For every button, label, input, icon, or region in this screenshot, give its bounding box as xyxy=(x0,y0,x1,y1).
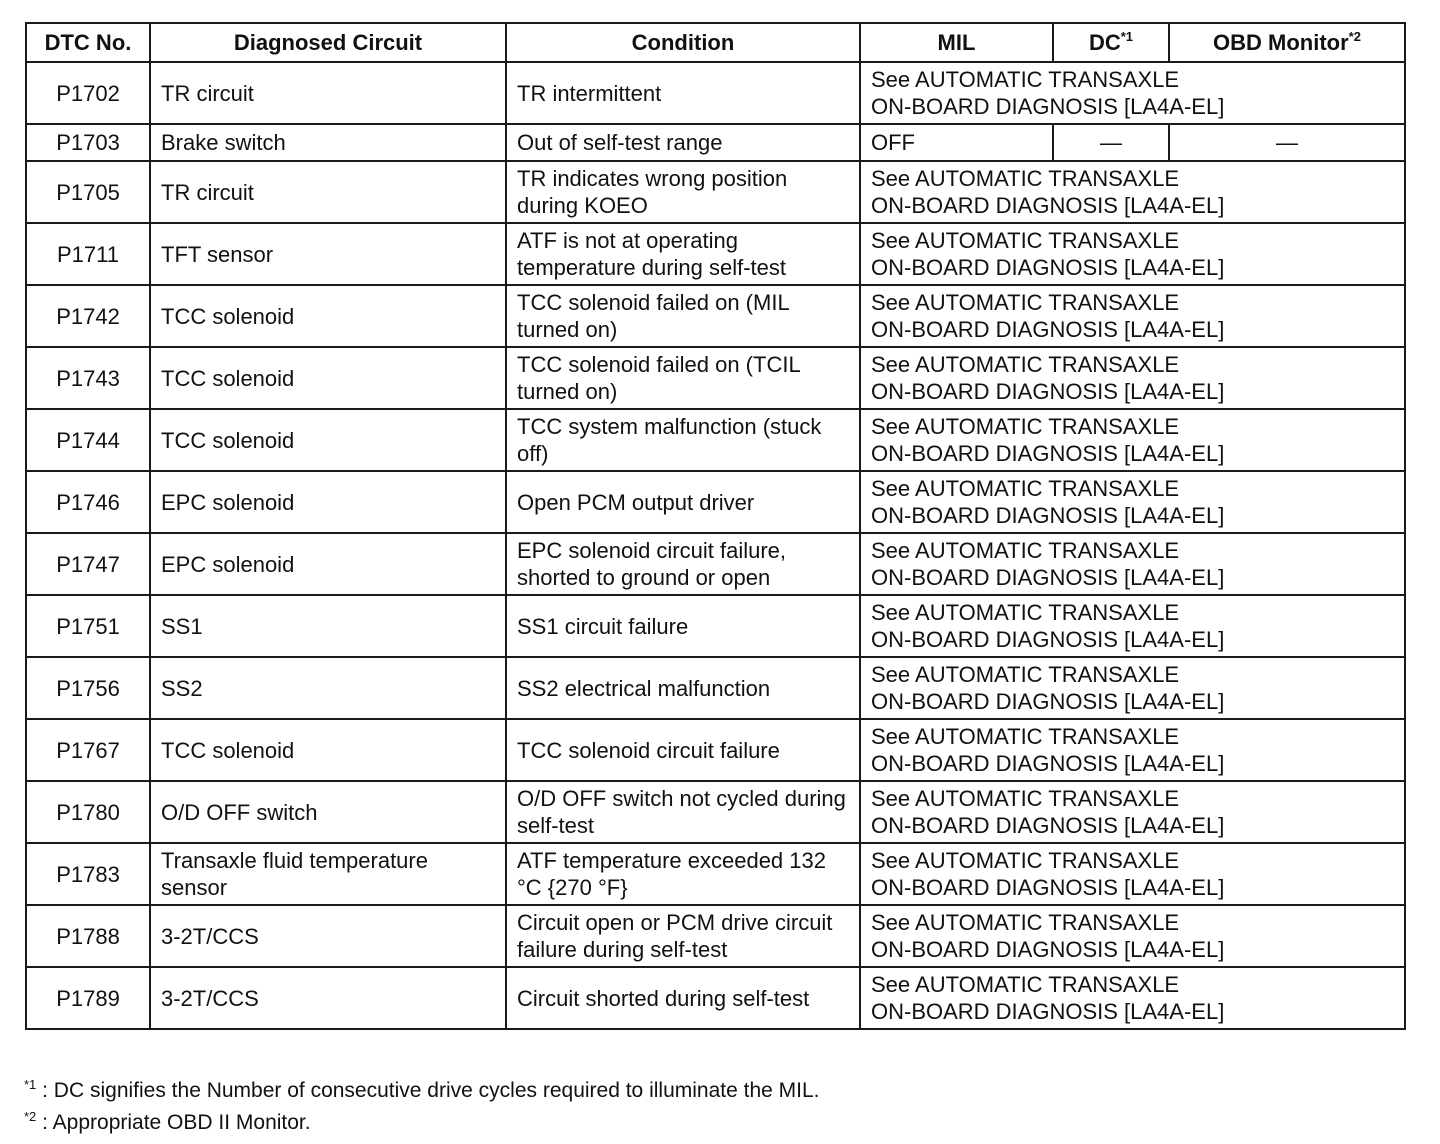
see-reference-line-2: ON-BOARD DIAGNOSIS [LA4A-EL] xyxy=(871,255,1225,280)
see-reference xyxy=(860,595,1405,657)
obd-monitor-value: — xyxy=(1169,124,1405,161)
see-reference-line-2: ON-BOARD DIAGNOSIS [LA4A-EL] xyxy=(871,565,1225,590)
table-row xyxy=(26,285,1405,347)
header-row xyxy=(26,23,1405,62)
header-dtc: DTC No. xyxy=(26,23,150,62)
see-reference-line-1: See AUTOMATIC TRANSAXLE xyxy=(871,910,1180,935)
see-reference xyxy=(860,347,1405,409)
see-reference-line-2: ON-BOARD DIAGNOSIS [LA4A-EL] xyxy=(871,937,1225,962)
see-reference-line-2: ON-BOARD DIAGNOSIS [LA4A-EL] xyxy=(871,193,1225,218)
see-reference-line-1: See AUTOMATIC TRANSAXLE xyxy=(871,538,1180,563)
see-reference-line-2: ON-BOARD DIAGNOSIS [LA4A-EL] xyxy=(871,379,1225,404)
footnotes xyxy=(24,1072,819,1136)
table-row xyxy=(26,719,1405,781)
see-reference-line-2: ON-BOARD DIAGNOSIS [LA4A-EL] xyxy=(871,875,1225,900)
see-reference-line-1: See AUTOMATIC TRANSAXLE xyxy=(871,724,1180,749)
see-reference-line-1: See AUTOMATIC TRANSAXLE xyxy=(871,972,1180,997)
see-reference-line-1: See AUTOMATIC TRANSAXLE xyxy=(871,600,1180,625)
diagnosed-circuit: EPC solenoid xyxy=(150,533,506,595)
see-reference xyxy=(860,161,1405,223)
table-row xyxy=(26,409,1405,471)
see-reference-line-1: See AUTOMATIC TRANSAXLE xyxy=(871,352,1180,377)
see-reference-line-2: ON-BOARD DIAGNOSIS [LA4A-EL] xyxy=(871,627,1225,652)
see-reference-line-1: See AUTOMATIC TRANSAXLE xyxy=(871,67,1180,92)
see-reference-line-2: ON-BOARD DIAGNOSIS [LA4A-EL] xyxy=(871,317,1225,342)
footnote-text: : Appropriate OBD II Monitor. xyxy=(42,1111,311,1134)
condition: ATF is not at operating temperature during self-test xyxy=(506,223,860,285)
dtc-code: P1746 xyxy=(26,471,150,533)
table-row xyxy=(26,843,1405,905)
condition: TR indicates wrong position during KOEO xyxy=(506,161,860,223)
diagnosed-circuit: Transaxle fluid temperature sensor xyxy=(150,843,506,905)
see-reference xyxy=(860,781,1405,843)
table-row xyxy=(26,967,1405,1029)
dc-value: — xyxy=(1053,124,1169,161)
dtc-code: P1744 xyxy=(26,409,150,471)
see-reference-line-1: See AUTOMATIC TRANSAXLE xyxy=(871,414,1180,439)
header-dc: DC$^{*1}$ xyxy=(1053,23,1169,62)
dtc-code: P1780 xyxy=(26,781,150,843)
see-reference-line-1: See AUTOMATIC TRANSAXLE xyxy=(871,290,1180,315)
diagnosed-circuit: O/D OFF switch xyxy=(150,781,506,843)
see-reference xyxy=(860,223,1405,285)
condition: Circuit shorted during self-test xyxy=(506,967,860,1029)
dtc-code: P1751 xyxy=(26,595,150,657)
see-reference xyxy=(860,409,1405,471)
dtc-code: P1703 xyxy=(26,124,150,161)
condition: Open PCM output driver xyxy=(506,471,860,533)
see-reference-line-1: See AUTOMATIC TRANSAXLE xyxy=(871,662,1180,687)
see-reference-line-2: ON-BOARD DIAGNOSIS [LA4A-EL] xyxy=(871,441,1225,466)
diagnosed-circuit: SS2 xyxy=(150,657,506,719)
dtc-table xyxy=(25,22,1406,1030)
table-row xyxy=(26,905,1405,967)
condition: TR intermittent xyxy=(506,62,860,124)
see-reference xyxy=(860,657,1405,719)
diagnosed-circuit: EPC solenoid xyxy=(150,471,506,533)
footnote-1 xyxy=(24,1072,819,1104)
table-row xyxy=(26,347,1405,409)
diagnosed-circuit: Brake switch xyxy=(150,124,506,161)
condition: TCC system malfunction (stuck off) xyxy=(506,409,860,471)
see-reference-line-2: ON-BOARD DIAGNOSIS [LA4A-EL] xyxy=(871,94,1225,119)
condition: SS2 electrical malfunction xyxy=(506,657,860,719)
mil-status: OFF xyxy=(860,124,1053,161)
diagnosed-circuit: TCC solenoid xyxy=(150,285,506,347)
dtc-code: P1788 xyxy=(26,905,150,967)
see-reference xyxy=(860,719,1405,781)
table-row xyxy=(26,781,1405,843)
diagnosed-circuit: TCC solenoid xyxy=(150,409,506,471)
dtc-code: P1743 xyxy=(26,347,150,409)
see-reference-line-1: See AUTOMATIC TRANSAXLE xyxy=(871,476,1180,501)
diagnosed-circuit: TCC solenoid xyxy=(150,719,506,781)
table-row xyxy=(26,657,1405,719)
dtc-code: P1767 xyxy=(26,719,150,781)
see-reference-line-2: ON-BOARD DIAGNOSIS [LA4A-EL] xyxy=(871,689,1225,714)
see-reference-line-2: ON-BOARD DIAGNOSIS [LA4A-EL] xyxy=(871,813,1225,838)
dtc-code: P1742 xyxy=(26,285,150,347)
see-reference xyxy=(860,471,1405,533)
see-reference-line-2: ON-BOARD DIAGNOSIS [LA4A-EL] xyxy=(871,999,1225,1024)
table-row xyxy=(26,161,1405,223)
see-reference xyxy=(860,967,1405,1029)
table-row xyxy=(26,62,1405,124)
see-reference-line-1: See AUTOMATIC TRANSAXLE xyxy=(871,228,1180,253)
diagnosed-circuit: TFT sensor xyxy=(150,223,506,285)
see-reference xyxy=(860,843,1405,905)
dtc-code: P1756 xyxy=(26,657,150,719)
table-row xyxy=(26,595,1405,657)
dtc-code: P1702 xyxy=(26,62,150,124)
table-row xyxy=(26,533,1405,595)
table-row xyxy=(26,223,1405,285)
table-row xyxy=(26,124,1405,161)
footnote-text: : DC signifies the Number of consecutive drive cycles required to illuminate the MIL. xyxy=(42,1079,820,1102)
diagnosed-circuit: TR circuit xyxy=(150,62,506,124)
dc-footnote-mark: *1 xyxy=(1120,29,1134,44)
table-row xyxy=(26,471,1405,533)
condition: Out of self-test range xyxy=(506,124,860,161)
condition: TCC solenoid failed on (MIL turned on) xyxy=(506,285,860,347)
condition: SS1 circuit failure xyxy=(506,595,860,657)
dtc-code: P1747 xyxy=(26,533,150,595)
condition: Circuit open or PCM drive circuit failure during self-test xyxy=(506,905,860,967)
header-condition: Condition xyxy=(506,23,860,62)
footnote-mark: *1 xyxy=(24,1077,37,1092)
see-reference xyxy=(860,285,1405,347)
condition: TCC solenoid failed on (TCIL turned on) xyxy=(506,347,860,409)
obd-footnote-mark: *2 xyxy=(1348,29,1361,44)
see-reference-line-2: ON-BOARD DIAGNOSIS [LA4A-EL] xyxy=(871,503,1225,528)
footnote-2 xyxy=(24,1104,819,1136)
see-reference xyxy=(860,62,1405,124)
see-reference-line-1: See AUTOMATIC TRANSAXLE xyxy=(871,166,1180,191)
header-mil: MIL xyxy=(860,23,1053,62)
diagnosed-circuit: 3-2T/CCS xyxy=(150,967,506,1029)
table-body xyxy=(26,62,1405,1029)
header-obd: OBD Monitor$^{*2}$ xyxy=(1169,23,1405,62)
footnote-mark: *2 xyxy=(24,1109,37,1124)
diagnosed-circuit: TCC solenoid xyxy=(150,347,506,409)
condition: TCC solenoid circuit failure xyxy=(506,719,860,781)
header-circuit: Diagnosed Circuit xyxy=(150,23,506,62)
see-reference-line-2: ON-BOARD DIAGNOSIS [LA4A-EL] xyxy=(871,751,1225,776)
condition: EPC solenoid circuit failure, shorted to ground or open xyxy=(506,533,860,595)
dtc-code: P1783 xyxy=(26,843,150,905)
diagnosed-circuit: 3-2T/CCS xyxy=(150,905,506,967)
diagnosed-circuit: SS1 xyxy=(150,595,506,657)
see-reference xyxy=(860,905,1405,967)
condition: ATF temperature exceeded 132 °C {270 °F} xyxy=(506,843,860,905)
see-reference xyxy=(860,533,1405,595)
see-reference-line-1: See AUTOMATIC TRANSAXLE xyxy=(871,786,1180,811)
diagnosed-circuit: TR circuit xyxy=(150,161,506,223)
dtc-code: P1711 xyxy=(26,223,150,285)
condition: O/D OFF switch not cycled during self-test xyxy=(506,781,860,843)
dtc-code: P1705 xyxy=(26,161,150,223)
dtc-code: P1789 xyxy=(26,967,150,1029)
see-reference-line-1: See AUTOMATIC TRANSAXLE xyxy=(871,848,1180,873)
